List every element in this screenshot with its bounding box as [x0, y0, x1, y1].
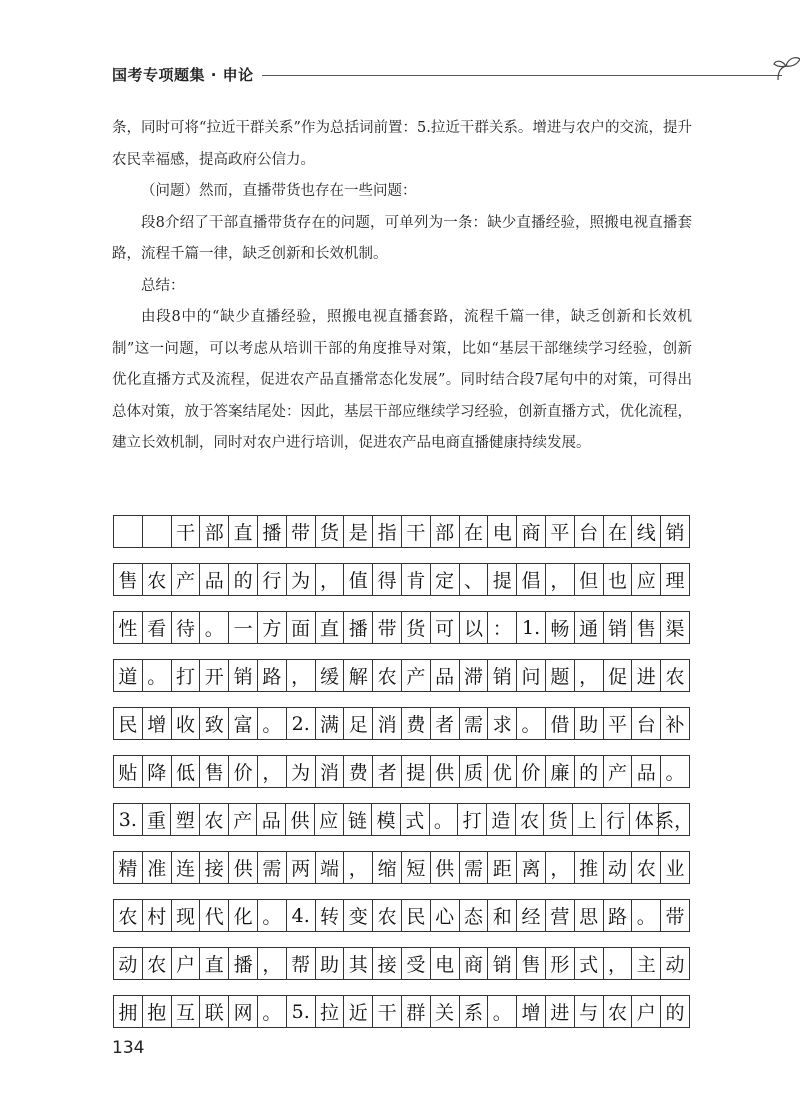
grid-cell: 以	[459, 611, 489, 644]
grid-cell: 。	[257, 707, 287, 740]
grid-cell: ：	[487, 611, 517, 644]
grid-cell: 值	[343, 563, 373, 596]
grid-cell: 农	[372, 899, 402, 932]
grid-cell: 质	[459, 755, 489, 788]
paragraph-problem-heading: （问题）然而，直播带货也存在一些问题：	[141, 183, 417, 199]
grid-cell: 经	[516, 899, 546, 932]
grid-cell: 题	[545, 659, 575, 692]
answer-sheet-grid	[113, 515, 694, 1043]
grid-cell: 促	[603, 659, 633, 692]
grid-cell: 供	[228, 851, 258, 884]
grid-cell: 品	[199, 563, 229, 596]
grid-cell: 台	[631, 707, 661, 740]
grid-cell	[142, 515, 172, 548]
grid-cell: 。	[660, 755, 690, 788]
grid-row	[113, 515, 690, 548]
grid-cell: 需	[459, 707, 489, 740]
grid-row	[113, 707, 690, 740]
grid-cell: 致	[199, 707, 229, 740]
grid-cell: ，	[315, 563, 345, 596]
grid-cell: 现	[171, 899, 201, 932]
grid-cell: 农	[660, 659, 690, 692]
grid-cell: 和	[487, 899, 517, 932]
grid-cell: 缓	[315, 659, 345, 692]
grid-cell: 平	[603, 707, 633, 740]
grid-cell: 供	[430, 755, 460, 788]
grid-cell: 缩	[372, 851, 402, 884]
grid-cell: 化	[228, 899, 258, 932]
grid-cell: 售	[199, 755, 229, 788]
grid-cell: ，	[286, 659, 316, 692]
grid-cell: 售	[516, 947, 546, 980]
grid-cell: 提	[487, 563, 517, 596]
grid-cell: 受	[401, 947, 431, 980]
grid-cell: 售	[631, 611, 661, 644]
grid-cell: 渠	[660, 611, 690, 644]
grid-cell: 近	[343, 995, 373, 1028]
grid-cell: 销	[228, 659, 258, 692]
grid-cell: 廉	[545, 755, 575, 788]
explanation-text	[112, 113, 692, 460]
grid-cell: 。	[429, 803, 459, 836]
grid-cell: ，	[343, 851, 373, 884]
grid-cell: 农	[142, 563, 172, 596]
grid-cell: 。	[516, 707, 546, 740]
grid-cell: 者	[372, 755, 402, 788]
grid-cell: 。	[487, 995, 517, 1028]
grid-cell: 行	[601, 803, 631, 836]
grid-cell: 品	[430, 659, 460, 692]
grid-cell: 关	[430, 995, 460, 1028]
grid-cell: 重	[142, 803, 172, 836]
grid-cell: 打	[457, 803, 487, 836]
grid-cell: 但	[574, 563, 604, 596]
grid-row	[113, 563, 690, 596]
grid-cell: 应	[631, 563, 661, 596]
grid-cell: 直	[228, 515, 258, 548]
grid-cell: 借	[545, 707, 575, 740]
paragraph-summary: 由段8中的“缺少直播经验，照搬电视直播套路，流程千篇一律，缺乏创新和长效机制”这一问题，可以考虑从培训干部的角度推导对策，比如“基层干部继续学习经验，创新优化直播方式及流程，促进农产品直播常态化发展”。同时结合段7尾句中的对策，可得出总体对策，放于答案结尾处：因此，基层干部应继续学习经验，创新直播方式，优化流程，建立长效机制，同时对农户进行培训，促进农产品电商直播健康持续发展。	[112, 309, 692, 451]
grid-cell: 、	[459, 563, 489, 596]
grid-cell: 式	[400, 803, 430, 836]
grid-cell: 倡	[516, 563, 546, 596]
grid-cell: 畅	[545, 611, 575, 644]
grid-cell: 式	[574, 947, 604, 980]
grid-cell: 带	[660, 899, 690, 932]
grid-cell: 是	[343, 515, 373, 548]
grid-cell: 体	[629, 803, 659, 836]
grid-cell: 补	[660, 707, 690, 740]
grid-cell: 带	[372, 611, 402, 644]
grid-cell: 代	[199, 899, 229, 932]
grid-cell: 路	[257, 659, 287, 692]
grid-cell: 求	[487, 707, 517, 740]
grid-cell: 产	[401, 659, 431, 692]
grid-cell: 看	[142, 611, 172, 644]
grid-cell: 互	[171, 995, 201, 1028]
grid-cell: 路	[603, 899, 633, 932]
grid-cell: 助	[574, 707, 604, 740]
grid-cell: 农	[603, 995, 633, 1028]
grid-cell: 费	[401, 707, 431, 740]
grid-cell: 业	[660, 851, 690, 884]
grid-cell: 指	[372, 515, 402, 548]
grid-cell: 农	[631, 851, 661, 884]
grid-cell: 线	[631, 515, 661, 548]
grid-cell: 营	[545, 899, 575, 932]
grid-cell: 供	[285, 803, 315, 836]
grid-cell: 变	[343, 899, 373, 932]
grid-row	[113, 611, 690, 644]
grid-cell: 性	[113, 611, 143, 644]
grid-cell: 贴	[113, 755, 143, 788]
grid-cell: 民	[113, 707, 143, 740]
grid-cell: 应	[314, 803, 344, 836]
grid-cell: 动	[603, 851, 633, 884]
grid-cell: 价	[228, 755, 258, 788]
paragraph-continued: 条，同时可将“拉近干群关系”作为总括词前置：5.拉近干群关系。增进与农户的交流，提升农民幸福感，提高政府公信力。	[112, 120, 692, 168]
grid-cell: 也	[603, 563, 633, 596]
grid-cell: 商	[459, 947, 489, 980]
grid-cell: 转	[315, 899, 345, 932]
grid-cell: 端	[315, 851, 345, 884]
grid-cell: 品	[256, 803, 286, 836]
grid-cell: 可	[430, 611, 460, 644]
grid-cell: 两	[286, 851, 316, 884]
grid-cell: 滞	[459, 659, 489, 692]
grid-cell: 思	[574, 899, 604, 932]
grid-cell: 3.	[113, 803, 143, 836]
grid-cell: 消	[372, 707, 402, 740]
grid-cell: 抱	[142, 995, 172, 1028]
grid-cell: ，	[574, 659, 604, 692]
grid-cell: 户	[171, 947, 201, 980]
grid-cell: 货	[315, 515, 345, 548]
grid-cell: 得	[372, 563, 402, 596]
grid-cell: 部	[199, 515, 229, 548]
grid-cell: 收	[171, 707, 201, 740]
grid-cell: 动	[113, 947, 143, 980]
grid-cell: 接	[199, 851, 229, 884]
grid-cell: 销	[487, 659, 517, 692]
grid-cell: 面	[286, 611, 316, 644]
grid-cell: 离	[516, 851, 546, 884]
grid-cell: 系	[459, 995, 489, 1028]
grid-cell: 方	[257, 611, 287, 644]
grid-cell: 2.	[286, 707, 316, 740]
grid-cell: 待	[171, 611, 201, 644]
grid-cell: 农	[372, 659, 402, 692]
grid-cell: 者	[430, 707, 460, 740]
grid-cell: 在	[603, 515, 633, 548]
grid-cell: 村	[142, 899, 172, 932]
grid-cell: 1.	[516, 611, 546, 644]
grid-cell: 在	[459, 515, 489, 548]
grid-cell: 定	[430, 563, 460, 596]
page-number: 134	[112, 1038, 145, 1058]
paragraph-problem-analysis: 段8介绍了干部直播带货存在的问题，可单列为一条：缺少直播经验，照搬电视直播套路，流程千篇一律，缺乏创新和长效机制。	[112, 214, 692, 262]
grid-cell: 。	[142, 659, 172, 692]
grid-cell: 心	[430, 899, 460, 932]
grid-cell: 开	[199, 659, 229, 692]
grid-cell: 费	[343, 755, 373, 788]
grid-cell: 系，	[658, 803, 690, 836]
grid-cell: 播	[228, 947, 258, 980]
grid-cell: 部	[430, 515, 460, 548]
grid-cell: 链	[343, 803, 373, 836]
grid-cell: 主	[631, 947, 661, 980]
grid-cell: 形	[545, 947, 575, 980]
grid-row	[113, 803, 694, 836]
grid-cell: 拥	[113, 995, 143, 1028]
grid-cell: 播	[343, 611, 373, 644]
grid-row	[113, 659, 690, 692]
grid-cell: 干	[401, 515, 431, 548]
grid-cell: 联	[199, 995, 229, 1028]
grid-cell: 态	[459, 899, 489, 932]
grid-cell: 消	[315, 755, 345, 788]
grid-cell: 货	[543, 803, 573, 836]
grid-row	[113, 947, 690, 980]
grid-cell: 进	[631, 659, 661, 692]
grid-row	[113, 899, 690, 932]
grid-cell: 的	[574, 755, 604, 788]
grid-cell: 商	[516, 515, 546, 548]
header-rule	[262, 75, 782, 76]
grid-cell: 5.	[286, 995, 316, 1028]
grid-cell: 增	[142, 707, 172, 740]
grid-cell: 增	[516, 995, 546, 1028]
grid-cell: 产	[171, 563, 201, 596]
grid-cell: 民	[401, 899, 431, 932]
grid-cell: 提	[401, 755, 431, 788]
grid-cell: 供	[430, 851, 460, 884]
grid-cell: 精	[113, 851, 143, 884]
grid-cell: 理	[660, 563, 690, 596]
grid-cell: 价	[516, 755, 546, 788]
grid-cell: 准	[142, 851, 172, 884]
grid-cell: 网	[228, 995, 258, 1028]
grid-cell: 货	[401, 611, 431, 644]
grid-row	[113, 755, 690, 788]
grid-cell: 农	[199, 803, 229, 836]
grid-cell: ，	[257, 755, 287, 788]
grid-cell: 进	[545, 995, 575, 1028]
grid-cell: 助	[315, 947, 345, 980]
grid-cell: 销	[660, 515, 690, 548]
grid-cell: 帮	[286, 947, 316, 980]
book-title: 国考专项题集 · 申论	[112, 66, 254, 84]
grid-cell: 一	[228, 611, 258, 644]
grid-cell: 满	[315, 707, 345, 740]
grid-cell: 销	[487, 947, 517, 980]
grid-cell: 销	[603, 611, 633, 644]
grid-cell: 解	[343, 659, 373, 692]
grid-cell: 的	[228, 563, 258, 596]
grid-cell: 降	[142, 755, 172, 788]
grid-cell: 群	[401, 995, 431, 1028]
grid-cell: 产	[603, 755, 633, 788]
grid-row	[113, 851, 690, 884]
grid-cell: 足	[343, 707, 373, 740]
grid-cell: 电	[430, 947, 460, 980]
grid-cell: 接	[372, 947, 402, 980]
grid-cell	[113, 515, 143, 548]
grid-cell: 品	[631, 755, 661, 788]
grid-cell: 农	[113, 899, 143, 932]
grid-cell: 造	[486, 803, 516, 836]
grid-cell: 干	[372, 995, 402, 1028]
grid-cell: 拉	[315, 995, 345, 1028]
grid-cell: 道	[113, 659, 143, 692]
grid-row	[113, 995, 690, 1028]
grid-cell: 干	[171, 515, 201, 548]
grid-cell: 播	[257, 515, 287, 548]
grid-cell: 产	[228, 803, 258, 836]
grid-cell: 4.	[286, 899, 316, 932]
grid-cell: 直	[199, 947, 229, 980]
grid-cell: ，	[603, 947, 633, 980]
grid-cell: 富	[228, 707, 258, 740]
grid-cell: 。	[199, 611, 229, 644]
grid-cell: 模	[371, 803, 401, 836]
grid-cell: 通	[574, 611, 604, 644]
grid-cell: 的	[660, 995, 690, 1028]
grid-cell: 塑	[170, 803, 200, 836]
grid-cell: 。	[257, 995, 287, 1028]
grid-cell: 带	[286, 515, 316, 548]
grid-cell: 售	[113, 563, 143, 596]
grid-cell: 上	[572, 803, 602, 836]
grid-cell: ，	[545, 851, 575, 884]
grid-cell: 距	[487, 851, 517, 884]
grid-cell: 直	[315, 611, 345, 644]
grid-cell: 为	[286, 563, 316, 596]
grid-cell: 问	[516, 659, 546, 692]
grid-cell: 电	[487, 515, 517, 548]
grid-cell: 推	[574, 851, 604, 884]
grid-cell: 。	[631, 899, 661, 932]
grid-cell: ，	[257, 947, 287, 980]
grid-cell: 农	[142, 947, 172, 980]
grid-cell: 台	[574, 515, 604, 548]
grid-cell: 需	[257, 851, 287, 884]
grid-cell: ，	[545, 563, 575, 596]
grid-cell: 动	[660, 947, 690, 980]
grid-cell: 为	[286, 755, 316, 788]
grid-cell: 连	[171, 851, 201, 884]
grid-cell: 户	[631, 995, 661, 1028]
running-header	[112, 62, 712, 86]
paragraph-summary-label: 总结：	[141, 277, 185, 294]
grid-cell: 打	[171, 659, 201, 692]
grid-cell: 低	[171, 755, 201, 788]
grid-cell: 行	[257, 563, 287, 596]
grid-cell: 。	[257, 899, 287, 932]
grid-cell: 需	[459, 851, 489, 884]
grid-cell: 平	[545, 515, 575, 548]
grid-cell: 短	[401, 851, 431, 884]
grid-cell: 优	[487, 755, 517, 788]
sprout-leaf-icon	[772, 54, 800, 82]
grid-cell: 与	[574, 995, 604, 1028]
grid-cell: 农	[515, 803, 545, 836]
grid-cell: 肯	[401, 563, 431, 596]
grid-cell: 其	[343, 947, 373, 980]
